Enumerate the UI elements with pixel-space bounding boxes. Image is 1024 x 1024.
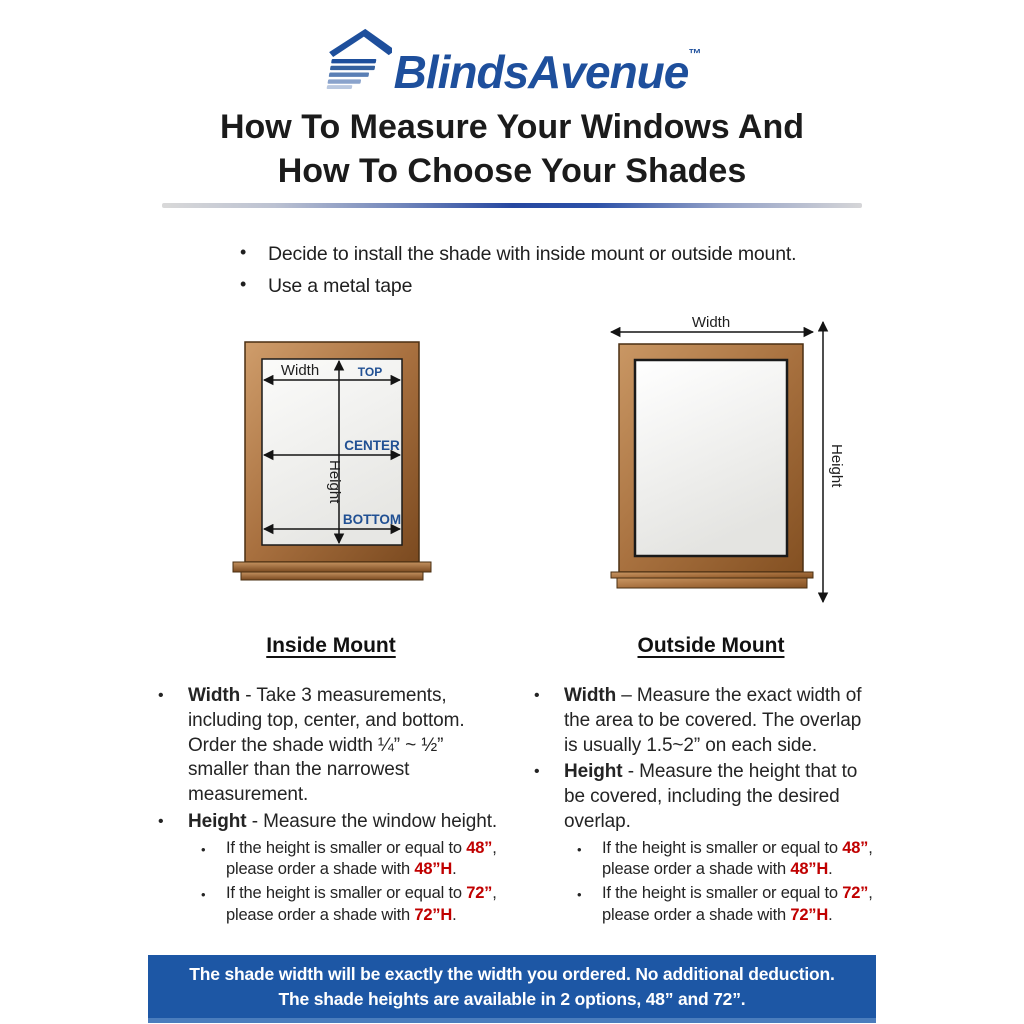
list-item (572, 883, 874, 927)
center-label: CENTER (343, 438, 400, 454)
height-value: 48” (842, 838, 869, 857)
sub-bullet-text: . (452, 905, 457, 924)
sub-bullet-text: If the height is smaller or equal to (226, 884, 467, 903)
height-label: Height (828, 444, 845, 488)
term-label: Width (188, 685, 241, 707)
shade-height-value: 48”H (414, 860, 453, 879)
sub-bullet-text: . (828, 905, 833, 924)
bottom-label: BOTTOM (342, 512, 401, 528)
list-item: • Use a metal tape (238, 270, 1024, 302)
window-apron (241, 572, 423, 580)
footer-note-bar (148, 955, 876, 1024)
bullet-text: Take 3 measurements, including top, center, and bottom. Order the shade width ¼” ~ ½” smaller than the narrowest measurement. (188, 685, 465, 806)
window-glass (635, 360, 787, 556)
list-item (526, 760, 874, 926)
list-item (196, 883, 498, 927)
list-item (196, 838, 498, 882)
brand-wordmark: BlindsAvenue (393, 46, 689, 98)
list-item (526, 684, 874, 758)
sub-bullet-text: , please order a shade with (602, 838, 873, 879)
sub-bullet-text: . (452, 860, 457, 879)
term-label: Height (564, 761, 623, 783)
instruction-columns (150, 684, 874, 928)
outside-mount-figure (521, 316, 901, 608)
bullet-text: Measure the exact width of the area to be covered. The overlap is usually 1.5~2” on each side. (564, 685, 862, 756)
bullet-text: Measure the window height. (263, 810, 498, 832)
shade-height-value: 72”H (790, 905, 829, 924)
window-sill (233, 562, 431, 572)
term-separator: - (240, 685, 257, 707)
brand-header (0, 0, 1024, 96)
page-title (0, 106, 1024, 193)
height-value: 48” (466, 838, 493, 857)
footer-line2: The shade heights are available in 2 options, 48” and 72”. (278, 988, 746, 1009)
width-label: Width (691, 316, 731, 332)
term-label: Width (564, 685, 617, 707)
inside-mount-figure (141, 316, 521, 608)
page-title-line2: How To Choose Your Shades (277, 151, 747, 190)
term-separator: – (616, 685, 637, 707)
diagram-row (141, 316, 1024, 608)
sub-bullet-text: If the height is smaller or equal to (602, 884, 843, 903)
list-item (150, 684, 498, 807)
caption-row (141, 634, 1024, 658)
brand-name (394, 24, 701, 102)
list-item (572, 838, 874, 882)
sub-bullet-text: , please order a shade with (226, 838, 497, 879)
list-item (150, 810, 498, 927)
bullet-text: Measure the height that to be covered, including the desired overlap. (564, 761, 858, 832)
sub-bullet-text: , please order a shade with (602, 884, 873, 924)
top-label: TOP (357, 365, 382, 380)
height-value: 72” (466, 884, 493, 903)
sub-bullet-text: If the height is smaller or equal to (602, 838, 843, 857)
shade-height-value: 72”H (414, 905, 453, 924)
shade-height-value: 48”H (790, 860, 829, 879)
inside-mount-caption: Inside Mount (266, 634, 396, 658)
outside-mount-diagram (603, 316, 849, 608)
inside-mount-diagram (229, 340, 434, 586)
sub-bullet-text: If the height is smaller or equal to (226, 838, 467, 857)
height-label: Height (325, 460, 343, 504)
outside-mount-caption: Outside Mount (637, 634, 785, 658)
width-label: Width (280, 362, 319, 380)
inside-mount-instructions (150, 684, 498, 928)
height-value: 72” (842, 884, 869, 903)
list-item: • Decide to install the shade with inside mount or outside mount. (238, 238, 1024, 270)
sub-bullet-text: , please order a shade with (226, 884, 497, 924)
window-apron (617, 578, 807, 588)
sub-bullet-text: . (828, 860, 833, 879)
trademark-symbol: ™ (688, 46, 701, 61)
outside-mount-instructions (526, 684, 874, 928)
title-divider (162, 203, 862, 208)
footer-line1: The shade width will be exactly the width you ordered. No additional deduction. (189, 963, 835, 984)
window-sill (611, 572, 813, 578)
term-separator: - (246, 810, 264, 832)
blinds-house-icon (324, 26, 392, 90)
intro-bullet-list (238, 238, 1024, 302)
term-separator: - (622, 761, 640, 783)
page-title-line1: How To Measure Your Windows And (219, 108, 804, 146)
term-label: Height (188, 810, 247, 832)
